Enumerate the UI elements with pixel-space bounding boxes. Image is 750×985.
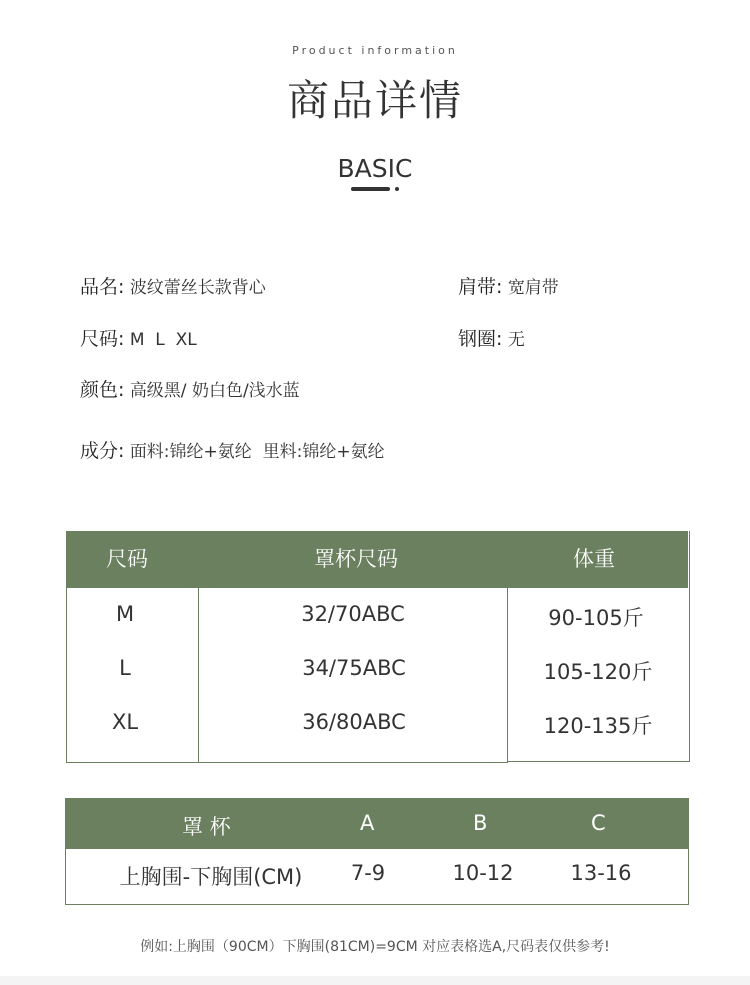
cup-table (65, 798, 689, 905)
cup-table-header-b: B (473, 811, 488, 835)
table-cell: 32/70ABC (301, 602, 405, 626)
section-dot (395, 187, 399, 191)
size-table-header (66, 531, 688, 588)
size-table-border-bottom-right (507, 761, 690, 762)
size-table-border-right (689, 531, 690, 762)
section-underline (351, 187, 390, 191)
table-cell: 13-16 (570, 861, 632, 885)
table-cell: 120-135斤 (543, 714, 653, 738)
cup-table-header-a: A (360, 811, 375, 835)
table-cell: 上胸围-下胸围(CM) (119, 865, 303, 889)
page-title: 商品详情 (286, 76, 463, 125)
cup-table-header-cup: 罩 杯 (182, 815, 231, 839)
info-color-value: 高级黑/ 奶白色/浅水蓝 (129, 381, 300, 401)
table-cell: 105-120斤 (543, 660, 653, 684)
info-size (80, 324, 197, 351)
info-name (80, 272, 266, 299)
cup-table-header (66, 799, 688, 849)
table-cell: 7-9 (350, 861, 386, 885)
info-wire-label: 钢圈: (458, 328, 503, 350)
cup-table-header-c: C (591, 811, 606, 835)
info-wire-value: 无 (507, 330, 525, 350)
table-cell: 10-12 (452, 861, 514, 885)
table-cell: L (119, 656, 131, 680)
info-name-value: 波纹蕾丝长款背心 (129, 278, 266, 298)
size-note: 例如:上胸围（90CM）下胸围(81CM)=9CM 对应表格选A,尺码表仅供参考! (140, 939, 610, 955)
info-wire (458, 324, 525, 351)
info-size-value: M L XL (129, 330, 197, 350)
info-color-label: 颜色: (80, 379, 125, 401)
info-strap-value: 宽肩带 (507, 278, 559, 298)
bottom-band (0, 976, 750, 985)
size-table-header-weight: 体重 (573, 547, 615, 571)
section-title: BASIC (337, 154, 413, 183)
size-table-header-size: 尺码 (106, 547, 148, 571)
info-color (80, 375, 300, 402)
size-table-border-bottom-left (66, 762, 508, 763)
info-material-value: 面料:锦纶+氨纶 里料:锦纶+氨纶 (129, 442, 385, 462)
table-cell: M (115, 602, 135, 626)
table-cell: 34/75ABC (302, 656, 406, 680)
table-cell: XL (111, 710, 139, 734)
subtitle: Product information (292, 44, 458, 57)
table-cell: 36/80ABC (302, 710, 406, 734)
info-size-label: 尺码: (80, 328, 125, 350)
info-strap (458, 272, 559, 299)
size-table-header-cup: 罩杯尺码 (314, 547, 398, 571)
info-material-label: 成分: (80, 440, 125, 462)
size-table (66, 531, 690, 763)
info-strap-label: 肩带: (458, 276, 503, 298)
info-material (80, 436, 385, 463)
info-name-label: 品名: (80, 276, 125, 298)
table-cell: 90-105斤 (548, 606, 644, 630)
